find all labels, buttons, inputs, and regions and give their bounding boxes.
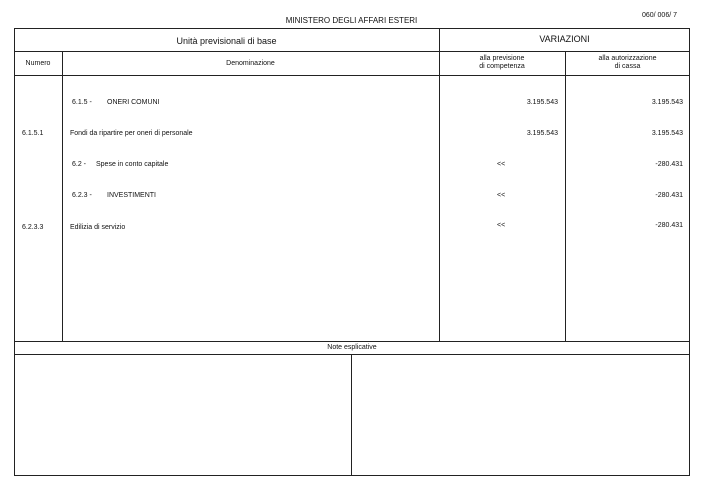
col-header-cassa-2: di cassa [614,63,641,70]
row-label: Fondi da ripartire per oneri di personale [70,130,193,137]
table-bottom-rule [14,341,690,342]
col-divider-variazioni [439,28,440,341]
row-cassa: -280.431 [655,192,683,199]
ministry-title: MINISTERO DEGLI AFFARI ESTERI [285,16,418,25]
row-cassa: -280.431 [655,161,683,168]
page-code: 060/ 006/ 7 [641,12,677,19]
row-label: Spese in conto capitale [96,161,169,168]
row-code: 6.1.5 - [72,99,92,106]
notes-box-right [352,355,689,475]
col-header-numero: Numero [25,60,51,67]
row-code: 6.2 - [72,161,87,168]
col-header-cassa-1: alla autorizzazione [598,55,657,62]
row-numero: 6.1.5.1 [22,130,44,137]
row-competenza: << [497,192,506,199]
row-competenza: << [497,222,506,229]
notes-title: Note esplicative [327,344,377,351]
row-label: ONERI COMUNI [107,99,160,106]
row-cassa: 3.195.543 [651,99,683,106]
row-competenza: << [497,161,506,168]
row-cassa: -280.431 [655,222,683,229]
col-header-denominazione: Denominazione [226,60,275,67]
col-header-competenza-2: di competenza [479,63,525,70]
header-rule-1 [14,51,690,52]
notes-box-left [15,355,350,475]
row-competenza: 3.195.543 [526,99,558,106]
col-header-competenza-1: alla previsione [479,55,525,62]
group-header-variazioni: VARIAZIONI [539,34,590,44]
group-header-upb: Unità previsionali di base [176,36,277,46]
row-competenza: 3.195.543 [526,130,558,137]
row-numero: 6.2.3.3 [22,224,44,231]
row-label: Edilizia di servizio [70,224,126,231]
col-divider-numero [62,51,63,341]
row-code: 6.2.3 - [72,192,92,199]
header-rule-2 [14,75,690,76]
row-cassa: 3.195.543 [651,130,683,137]
row-label: INVESTIMENTI [107,192,157,199]
